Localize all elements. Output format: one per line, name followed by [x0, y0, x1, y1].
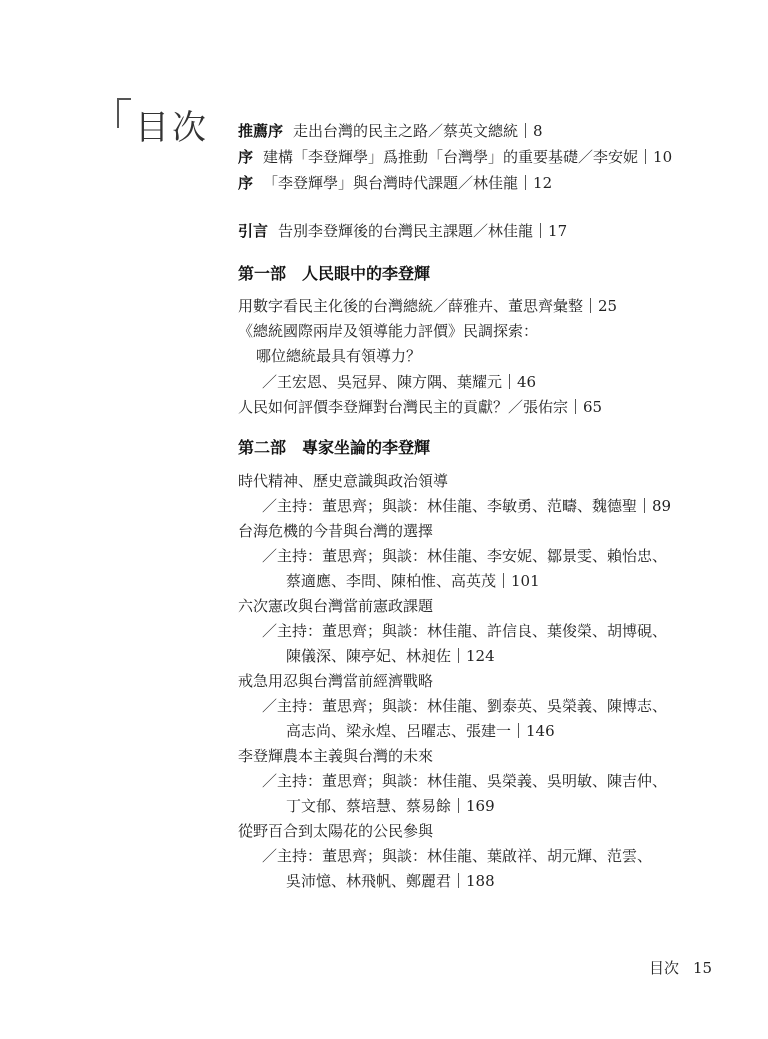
part2-entry-5-participants-1: ／主持：董思齊；與談：林佳龍、吳榮義、吳明敏、陳吉仲、	[262, 772, 668, 790]
entry-text: 建構「李登輝學」爲推動「台灣學」的重要基礎／李安妮	[263, 148, 639, 166]
part1-entry-1	[238, 296, 617, 316]
entry-participants: 丁文郁、蔡培慧、蔡易餘	[286, 797, 452, 815]
entry-page: 101	[511, 572, 540, 590]
entry-label: 推薦序	[238, 122, 284, 140]
part2-entry-4-title: 戒急用忍與台灣當前經濟戰略	[238, 672, 434, 690]
entry-page: 169	[466, 797, 495, 815]
entry-page: 89	[652, 497, 672, 515]
page-title: 目次	[135, 108, 209, 148]
entry-authors: ／王宏恩、吳冠昇、陳方隅、葉耀元	[262, 373, 503, 391]
part2-entry-2-participants-1: ／主持：董思齊；與談：林佳龍、李安妮、鄒景雯、賴怡忠、	[262, 547, 668, 565]
entry-page: 146	[526, 722, 555, 740]
entry-page: 124	[466, 647, 495, 665]
entry-label: 引言	[238, 222, 269, 240]
entry-page: 12	[533, 174, 553, 192]
part2-entry-6-title: 從野百合到太陽花的公民參與	[238, 822, 434, 840]
entry-text: 人民如何評價李登輝對台灣民主的貢獻？／張佑宗	[238, 398, 569, 416]
entry-participants: 蔡適應、李問、陳柏惟、高英茂	[286, 572, 497, 590]
page-separator	[644, 498, 645, 513]
page-separator	[540, 223, 541, 238]
part2-entry-2-title: 台海危機的今昔與台灣的選擇	[238, 522, 434, 540]
page-separator	[575, 399, 576, 414]
entry-participants: 吳沛憶、林飛帆、鄭麗君	[286, 872, 452, 890]
part2-entry-1-participants	[262, 496, 671, 516]
entry-label: 序	[238, 174, 254, 192]
toc-entry-preface-1	[238, 147, 672, 167]
part2-entry-1-title: 時代精神、歷史意識與政治領導	[238, 472, 449, 490]
footer-label: 目次	[649, 959, 680, 977]
entry-page: 25	[598, 297, 618, 315]
part1-entry-2-line-2: 哪位總統最具有領導力？	[256, 347, 422, 365]
page-separator	[458, 873, 459, 888]
entry-page: 8	[533, 122, 543, 140]
entry-participants: ／主持：董思齊；與談：林佳龍、李敏勇、范疇、魏德聖	[262, 497, 638, 515]
part2-entry-6-participants-2	[286, 871, 495, 891]
entry-text: 告別李登輝後的台灣民主課題／林佳龍	[278, 222, 534, 240]
part2-entry-5-participants-2	[286, 796, 495, 816]
entry-page: 65	[583, 398, 603, 416]
entry-participants: 高志尚、梁永煌、呂曜志、張建一	[286, 722, 512, 740]
part2-entry-3-participants-2	[286, 646, 495, 666]
page-separator	[525, 175, 526, 190]
entry-page: 188	[466, 872, 495, 890]
entry-text: 「李登輝學」與台灣時代課題／林佳龍	[263, 174, 519, 192]
page-separator	[518, 723, 519, 738]
part2-entry-3-participants-1: ／主持：董思齊；與談：林佳龍、許信良、葉俊榮、胡博硯、	[262, 622, 668, 640]
page-separator	[645, 149, 646, 164]
page-number: 15	[693, 959, 713, 977]
toc-entry-preface-2	[238, 173, 552, 193]
entry-text: 用數字看民主化後的台灣總統／薛雅卉、董思齊彙整	[238, 297, 584, 315]
part1-entry-2-line-1: 《總統國際兩岸及領導能力評價》民調探索：	[238, 322, 539, 340]
page-separator	[590, 298, 591, 313]
entry-page: 10	[653, 148, 673, 166]
page-separator	[525, 123, 526, 138]
part2-entry-5-title: 李登輝農本主義與台灣的未來	[238, 747, 434, 765]
toc-entry-foreword	[238, 121, 543, 141]
part2-entry-4-participants-1: ／主持：董思齊；與談：林佳龍、劉泰英、吳榮義、陳博志、	[262, 697, 668, 715]
corner-bracket	[117, 98, 131, 128]
entry-page: 17	[548, 222, 568, 240]
part2-entry-6-participants-1: ／主持：董思齊；與談：林佳龍、葉啟祥、胡元輝、范雲、	[262, 847, 653, 865]
part2-entry-3-title: 六次憲改與台灣當前憲政課題	[238, 597, 434, 615]
page-separator	[503, 573, 504, 588]
entry-page: 46	[517, 373, 537, 391]
page-separator	[509, 374, 510, 389]
toc-heading	[117, 98, 217, 158]
part2-title: 第二部 專家坐論的李登輝	[238, 438, 431, 457]
page-separator	[458, 798, 459, 813]
part1-entry-2-line-3	[262, 372, 536, 392]
page-separator	[458, 648, 459, 663]
page-footer	[649, 958, 712, 978]
entry-label: 序	[238, 148, 254, 166]
part2-entry-2-participants-2	[286, 571, 540, 591]
part1-entry-3	[238, 397, 602, 417]
toc-entry-intro	[238, 221, 567, 241]
part2-entry-4-participants-2	[286, 721, 555, 741]
entry-text: 走出台灣的民主之路／蔡英文總統	[293, 122, 519, 140]
part1-title: 第一部 人民眼中的李登輝	[238, 264, 431, 283]
entry-participants: 陳儀深、陳亭妃、林昶佐	[286, 647, 452, 665]
